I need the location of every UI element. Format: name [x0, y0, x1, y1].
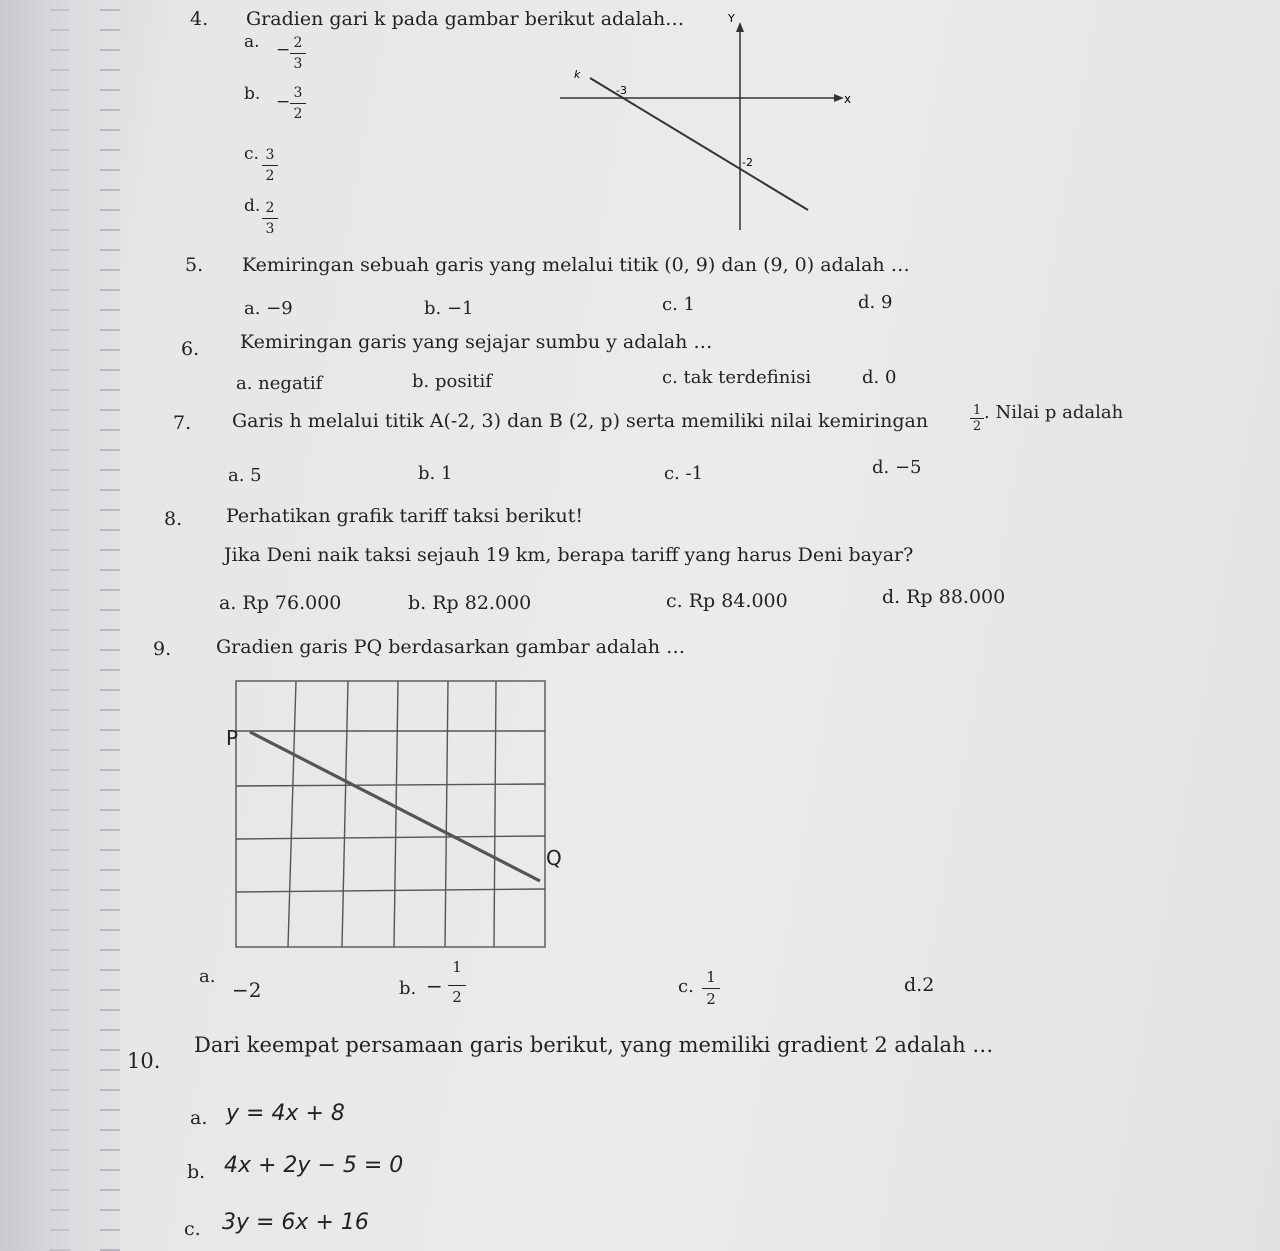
option-d: d. 9 — [858, 292, 893, 313]
numerator: 2 — [293, 35, 303, 51]
y-axis-arrow — [736, 22, 744, 32]
question-text: Kemiringan garis yang sejajar sumbu y adalah … — [240, 331, 713, 353]
question-text: Dari keempat persamaan garis berikut, yang memiliki gradient 2 adalah … — [194, 1033, 994, 1057]
option-c-label: c. — [678, 976, 694, 997]
question-text: Gradien garis PQ berdasarkan gambar adalah … — [216, 636, 686, 658]
x-axis-label: x — [844, 92, 852, 106]
option-b-label: b. — [244, 84, 261, 104]
denominator: 2 — [265, 168, 275, 184]
denominator: 2 — [452, 988, 462, 1006]
numerator: 1 — [452, 958, 462, 976]
option-c-label: c. — [244, 144, 259, 164]
question-number: 8. — [164, 508, 183, 530]
minus-sign: − — [426, 974, 443, 998]
option-a-fraction — [290, 36, 306, 71]
question-text: Perhatikan grafik tariff taksi berikut! — [226, 505, 584, 527]
denominator: 2 — [293, 106, 303, 122]
y-axis-label: Y — [728, 12, 735, 25]
minus-sign: − — [276, 40, 291, 60]
x-axis-arrow — [834, 94, 844, 102]
option-c: c. tak terdefinisi — [662, 367, 812, 388]
question-number: 7. — [173, 412, 192, 434]
option-a-value: −2 — [232, 978, 262, 1002]
option-a-equation: y = 4x + 8 — [226, 1101, 345, 1126]
option-a: a. 5 — [228, 465, 262, 486]
slope-fraction — [970, 404, 984, 433]
option-a-label: a. — [190, 1107, 208, 1129]
numerator: 3 — [265, 147, 275, 163]
denominator: 2 — [706, 990, 716, 1008]
option-d-label: d. — [244, 196, 261, 216]
question-number: 9. — [153, 638, 172, 660]
y-intercept-label: -2 — [742, 156, 753, 169]
option-a-label: a. — [199, 966, 216, 987]
question-text: Gradien gari k pada gambar berikut adalah… — [246, 8, 685, 30]
question-text: Kemiringan sebuah garis yang melalui titik (0, 9) dan (9, 0) adalah … — [242, 254, 910, 276]
pq-grid-figure — [222, 676, 562, 956]
option-a: a. −9 — [244, 298, 293, 319]
option-d: d. Rp 88.000 — [882, 586, 1006, 608]
line-k-graph — [560, 10, 860, 235]
option-a: a. negatif — [236, 373, 323, 394]
option-c-fraction — [262, 148, 278, 183]
question-text: Garis h melalui titik A(-2, 3) dan B (2, p) serta memiliki nilai kemiringan — [232, 410, 929, 432]
option-b: b. 1 — [418, 463, 453, 484]
option-b-fraction — [448, 960, 466, 1005]
option-c: c. 1 — [662, 294, 695, 315]
option-d-fraction — [262, 201, 278, 236]
option-a-label: a. — [244, 32, 260, 52]
option-d: d.2 — [904, 974, 935, 996]
option-d: d. 0 — [862, 367, 897, 388]
denominator: 3 — [293, 56, 303, 72]
decorative-border — [50, 0, 70, 1251]
option-b-equation: 4x + 2y − 5 = 0 — [224, 1153, 404, 1178]
option-a: a. Rp 76.000 — [219, 592, 342, 614]
option-c-fraction — [702, 970, 720, 1007]
question-number: 5. — [185, 254, 204, 276]
option-b: b. −1 — [424, 298, 474, 319]
decorative-border — [100, 0, 120, 1251]
grid — [236, 681, 545, 947]
denominator: 2 — [972, 419, 982, 434]
option-c: c. -1 — [664, 463, 704, 484]
option-c-label: c. — [184, 1218, 201, 1240]
question-number: 4. — [190, 8, 209, 30]
line-k-label: k — [574, 68, 581, 81]
x-intercept-label: -3 — [616, 84, 627, 97]
numerator: 3 — [293, 85, 303, 101]
point-p-label: P — [226, 726, 239, 750]
option-b: b. Rp 82.000 — [408, 592, 532, 614]
question-text-continued: . Nilai p adalah — [984, 402, 1124, 423]
question-number: 10. — [127, 1049, 161, 1073]
option-b-fraction — [290, 86, 306, 121]
option-d: d. −5 — [872, 457, 922, 478]
numerator: 1 — [706, 968, 716, 986]
minus-sign: − — [276, 92, 291, 112]
numerator: 1 — [972, 403, 982, 418]
point-q-label: Q — [546, 846, 562, 870]
numerator: 2 — [265, 200, 275, 216]
denominator: 3 — [265, 221, 275, 237]
option-b: b. positif — [412, 371, 492, 392]
question-text: Jika Deni naik taksi sejauh 19 km, berapa tariff yang harus Deni bayar? — [224, 544, 914, 566]
question-number: 6. — [181, 338, 200, 360]
option-c: c. Rp 84.000 — [666, 590, 788, 612]
option-c-equation: 3y = 6x + 16 — [222, 1210, 369, 1235]
option-b-label: b. — [187, 1161, 206, 1183]
option-b-label: b. — [399, 978, 417, 999]
